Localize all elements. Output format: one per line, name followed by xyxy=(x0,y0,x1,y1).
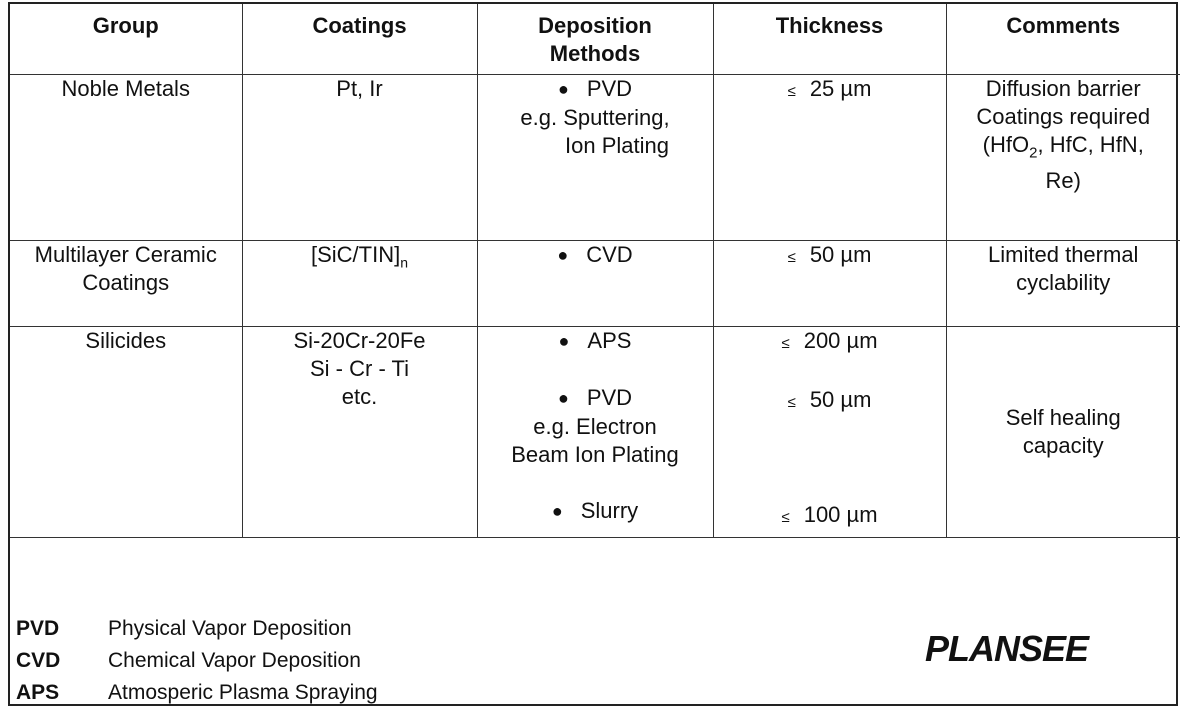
cell-coatings xyxy=(242,327,477,538)
method-name: APS xyxy=(587,328,632,353)
coating-text: Si - Cr - Ti xyxy=(310,356,409,381)
method-detail: Ion Plating xyxy=(565,133,669,158)
comment-line xyxy=(947,131,1181,167)
abbreviation-key: PVD xyxy=(16,617,60,640)
method-name: CVD xyxy=(586,242,633,267)
cell-thickness xyxy=(713,241,946,327)
method-item xyxy=(478,497,713,526)
comment-line: Coatings required xyxy=(976,104,1151,129)
cell-coatings xyxy=(242,75,477,241)
cell-coatings xyxy=(242,241,477,327)
bullet-icon: ● xyxy=(558,331,570,351)
abbreviation-row xyxy=(16,616,352,642)
header-thickness: Thickness xyxy=(713,4,946,75)
method-name: PVD xyxy=(586,76,633,101)
thickness-value: 50 µm xyxy=(809,242,872,267)
cell-group xyxy=(10,75,242,241)
bullet-icon: ● xyxy=(551,501,563,521)
group-name: Noble Metals xyxy=(61,76,190,101)
abbreviation-key: APS xyxy=(16,681,60,704)
cell-thickness xyxy=(713,327,946,538)
plansee-logo: PLANSEE xyxy=(925,628,1089,669)
table-row xyxy=(10,241,1180,327)
thickness-value: 200 µm xyxy=(803,328,878,353)
method-item xyxy=(478,384,713,413)
method-detail: Beam Ion Plating xyxy=(511,442,679,467)
method-name: PVD xyxy=(586,385,633,410)
cell-methods xyxy=(477,241,713,327)
less-equal-symbol: ≤ xyxy=(781,509,790,526)
header-row xyxy=(10,4,1180,75)
thickness-item xyxy=(714,386,946,417)
less-equal-symbol: ≤ xyxy=(787,249,796,266)
abbreviation-row xyxy=(16,680,378,706)
method-detail: e.g. Electron xyxy=(533,414,657,439)
group-name: Silicides xyxy=(85,328,167,353)
legend-footer xyxy=(10,612,1176,704)
less-equal-symbol: ≤ xyxy=(781,335,790,352)
thickness-item xyxy=(714,327,946,358)
thickness-item xyxy=(714,501,946,532)
abbreviation-text: Chemical Vapor Deposition xyxy=(108,649,361,672)
coating-text: Pt, Ir xyxy=(336,76,383,101)
abbreviation-text: Atmosperic Plasma Spraying xyxy=(108,681,378,704)
header-group: Group xyxy=(10,4,242,75)
thickness-value: 50 µm xyxy=(809,387,872,412)
coating-text: Si-20Cr-20Fe xyxy=(293,328,426,353)
cell-comments xyxy=(946,241,1180,327)
method-item xyxy=(478,241,713,270)
cell-comments xyxy=(946,327,1180,538)
bullet-icon: ● xyxy=(557,388,569,408)
method-item xyxy=(478,327,713,356)
coating-text: etc. xyxy=(341,384,378,409)
comment-fragment: , HfC, HfN, xyxy=(1037,132,1144,157)
header-comments: Comments xyxy=(946,4,1180,75)
header-deposition-methods xyxy=(477,4,713,75)
less-equal-symbol: ≤ xyxy=(787,83,796,100)
abbreviation-key: CVD xyxy=(16,649,61,672)
header-deposition-line1: Deposition xyxy=(538,13,652,38)
cell-group xyxy=(10,327,242,538)
coating-text: [SiC/TIN] xyxy=(310,242,401,267)
comment-fragment: (HfO xyxy=(982,132,1030,157)
subscript: n xyxy=(400,254,409,271)
coatings-table xyxy=(10,4,1180,538)
method-detail: e.g. Sputtering, xyxy=(520,105,670,130)
comment-line: Diffusion barrier xyxy=(985,76,1141,101)
cell-methods xyxy=(477,75,713,241)
table-row xyxy=(10,327,1180,538)
comment-line: Limited thermal xyxy=(988,242,1139,267)
cell-methods xyxy=(477,327,713,538)
subscript: 2 xyxy=(1029,144,1038,162)
method-item xyxy=(478,75,713,104)
comment-line: Re) xyxy=(1045,168,1081,194)
cell-comments xyxy=(946,75,1180,241)
comment-line: cyclability xyxy=(1016,270,1111,295)
bullet-icon: ● xyxy=(557,245,569,265)
group-name: Coatings xyxy=(82,270,170,295)
thickness-value: 25 µm xyxy=(809,76,872,101)
less-equal-symbol: ≤ xyxy=(787,394,796,411)
method-name: Slurry xyxy=(580,498,639,523)
comment-line: capacity xyxy=(1022,433,1104,458)
cell-group xyxy=(10,241,242,327)
abbreviation-row xyxy=(16,648,361,674)
header-deposition-line2: Methods xyxy=(549,41,641,66)
bullet-icon: ● xyxy=(557,79,569,99)
document-frame xyxy=(8,2,1178,706)
abbreviation-text: Physical Vapor Deposition xyxy=(108,617,352,640)
thickness-value: 100 µm xyxy=(803,502,878,527)
group-name: Multilayer Ceramic xyxy=(34,242,217,267)
table-row xyxy=(10,75,1180,241)
comment-line: Self healing xyxy=(1005,405,1121,430)
header-coatings: Coatings xyxy=(242,4,477,75)
cell-thickness xyxy=(713,75,946,241)
